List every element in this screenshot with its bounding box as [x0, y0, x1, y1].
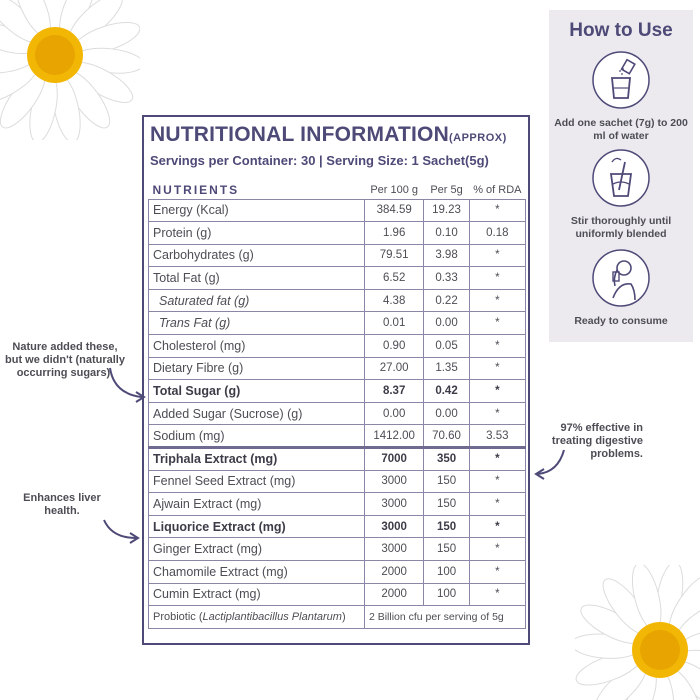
how-step-1-text: Add one sachet (7g) to 200 ml of water [554, 117, 688, 142]
nutrient-name: Total Fat (g) [149, 267, 365, 290]
nutrient-name: Trans Fat (g) [149, 312, 365, 335]
nutrient-name: Cumin Extract (mg) [149, 583, 365, 606]
note-natural-sugars: Nature added these, but we didn't (naturally occurring sugars). [5, 341, 125, 379]
per-5g-value: 0.33 [424, 267, 469, 290]
table-row [149, 425, 526, 448]
table-row-probiotic [149, 606, 526, 629]
nutrient-name: Added Sugar (Sucrose) (g) [149, 402, 365, 425]
per-5g-value: 70.60 [424, 425, 469, 448]
per-100g-value: 0.00 [364, 402, 423, 425]
table-row [149, 199, 526, 222]
header-rda: % of RDA [473, 183, 522, 196]
per-5g-value: 350 [424, 448, 469, 471]
sachet-pour-icon [591, 50, 651, 110]
per-100g-value: 1.96 [364, 222, 423, 245]
per-100g-value: 0.01 [364, 312, 423, 335]
table-row [149, 448, 526, 471]
table-row [149, 583, 526, 606]
rda-value: 3.53 [469, 425, 525, 448]
probiotic-prefix: Probiotic ( [153, 610, 203, 623]
per-100g-value: 1412.00 [364, 425, 423, 448]
arrow-to-total-sugar-icon [104, 364, 150, 404]
nutrient-name: Chamomile Extract (mg) [149, 561, 365, 584]
probiotic-value: 2 Billion cfu per serving of 5g [364, 606, 525, 629]
per-100g-value: 0.90 [364, 335, 423, 358]
table-row [149, 357, 526, 380]
how-step-3 [549, 248, 693, 328]
nutrient-name: Dietary Fibre (g) [149, 357, 365, 380]
nutrition-title [150, 123, 507, 147]
per-5g-value: 0.00 [424, 312, 469, 335]
rda-value: * [469, 335, 525, 358]
daisy-flower-icon [0, 0, 140, 140]
per-5g-value: 0.05 [424, 335, 469, 358]
nutrition-table-body [149, 199, 526, 628]
how-step-1 [549, 50, 693, 143]
nutrient-name: Triphala Extract (mg) [149, 448, 365, 471]
per-100g-value: 6.52 [364, 267, 423, 290]
header-per-100g: Per 100 g [370, 183, 419, 196]
header-nutrients: NUTRIENTS [152, 182, 240, 197]
nutrient-name: Protein (g) [149, 222, 365, 245]
per-5g-value: 150 [424, 493, 469, 516]
stir-glass-icon [591, 148, 651, 208]
nutrient-name: Liquorice Extract (mg) [149, 515, 365, 538]
per-100g-value: 79.51 [364, 244, 423, 267]
per-5g-value: 100 [424, 561, 469, 584]
probiotic-suffix: ) [341, 610, 346, 623]
table-row [149, 267, 526, 290]
how-to-use-panel [549, 10, 693, 342]
rda-value: * [469, 470, 525, 493]
per-5g-value: 0.22 [424, 289, 469, 312]
table-header-row [149, 181, 526, 199]
per-5g-value: 150 [424, 470, 469, 493]
per-5g-value: 0.00 [424, 402, 469, 425]
nutrition-title-text: NUTRITIONAL INFORMATION [150, 123, 449, 146]
nutrient-name: Saturated fat (g) [149, 289, 365, 312]
table-row [149, 493, 526, 516]
per-100g-value: 7000 [364, 448, 423, 471]
per-100g-value: 27.00 [364, 357, 423, 380]
probiotic-name [149, 606, 365, 629]
nutrient-name: Ginger Extract (mg) [149, 538, 365, 561]
arrow-to-liquorice-icon [100, 516, 144, 546]
nutrition-facts-box [142, 115, 530, 645]
rda-value: * [469, 380, 525, 403]
nutrient-name: Sodium (mg) [149, 425, 365, 448]
per-100g-value: 384.59 [364, 199, 423, 222]
table-row [149, 222, 526, 245]
nutrition-table-wrapper [148, 181, 526, 629]
rda-value: * [469, 515, 525, 538]
nutrient-name: Total Sugar (g) [149, 380, 365, 403]
rda-value: * [469, 402, 525, 425]
rda-value: * [469, 448, 525, 471]
nutrition-table [148, 181, 526, 629]
rda-value: * [469, 493, 525, 516]
nutrient-name: Ajwain Extract (mg) [149, 493, 365, 516]
table-row [149, 561, 526, 584]
per-100g-value: 8.37 [364, 380, 423, 403]
nutrition-title-approx: (APPROX) [448, 132, 507, 144]
table-row [149, 380, 526, 403]
rda-value: * [469, 244, 525, 267]
rda-value: * [469, 289, 525, 312]
per-100g-value: 3000 [364, 538, 423, 561]
note-digestive: 97% effective in treating digestive problems. [551, 422, 643, 460]
note-liver-health: Enhances liver health. [23, 492, 101, 517]
rda-value: * [469, 357, 525, 380]
per-100g-value: 2000 [364, 583, 423, 606]
how-to-use-title: How to Use [569, 20, 673, 41]
arrow-to-triphala-icon [532, 446, 568, 482]
rda-value: * [469, 538, 525, 561]
per-5g-value: 19.23 [424, 199, 469, 222]
nutrient-name: Carbohydrates (g) [149, 244, 365, 267]
nutrient-name: Energy (Kcal) [149, 199, 365, 222]
daisy-flower-icon [575, 565, 700, 700]
rda-value: * [469, 561, 525, 584]
per-5g-value: 150 [424, 538, 469, 561]
nutrient-name: Cholesterol (mg) [149, 335, 365, 358]
per-100g-value: 3000 [364, 493, 423, 516]
table-row [149, 335, 526, 358]
how-step-3-text: Ready to consume [574, 315, 668, 327]
rda-value: * [469, 312, 525, 335]
per-100g-value: 3000 [364, 515, 423, 538]
rda-value: 0.18 [469, 222, 525, 245]
probiotic-species: Lactiplantibacillus Plantarum [202, 610, 342, 623]
per-100g-value: 2000 [364, 561, 423, 584]
per-5g-value: 100 [424, 583, 469, 606]
table-row [149, 538, 526, 561]
per-5g-value: 3.98 [424, 244, 469, 267]
person-drinking-icon [591, 248, 651, 308]
per-5g-value: 1.35 [424, 357, 469, 380]
rda-value: * [469, 583, 525, 606]
how-step-2-text: Stir thoroughly until uniformly blended [570, 215, 672, 240]
per-5g-value: 0.10 [424, 222, 469, 245]
per-100g-value: 3000 [364, 470, 423, 493]
table-row [149, 402, 526, 425]
table-row [149, 515, 526, 538]
table-row [149, 289, 526, 312]
table-row [149, 312, 526, 335]
rda-value: * [469, 199, 525, 222]
per-100g-value: 4.38 [364, 289, 423, 312]
table-row [149, 244, 526, 267]
header-per-5g: Per 5g [430, 183, 463, 196]
per-5g-value: 0.42 [424, 380, 469, 403]
per-5g-value: 150 [424, 515, 469, 538]
table-row [149, 470, 526, 493]
how-step-2 [549, 148, 693, 241]
serving-info: Servings per Container: 30 | Serving Size: 1 Sachet(5g) [150, 153, 489, 168]
nutrient-name: Fennel Seed Extract (mg) [149, 470, 365, 493]
rda-value: * [469, 267, 525, 290]
